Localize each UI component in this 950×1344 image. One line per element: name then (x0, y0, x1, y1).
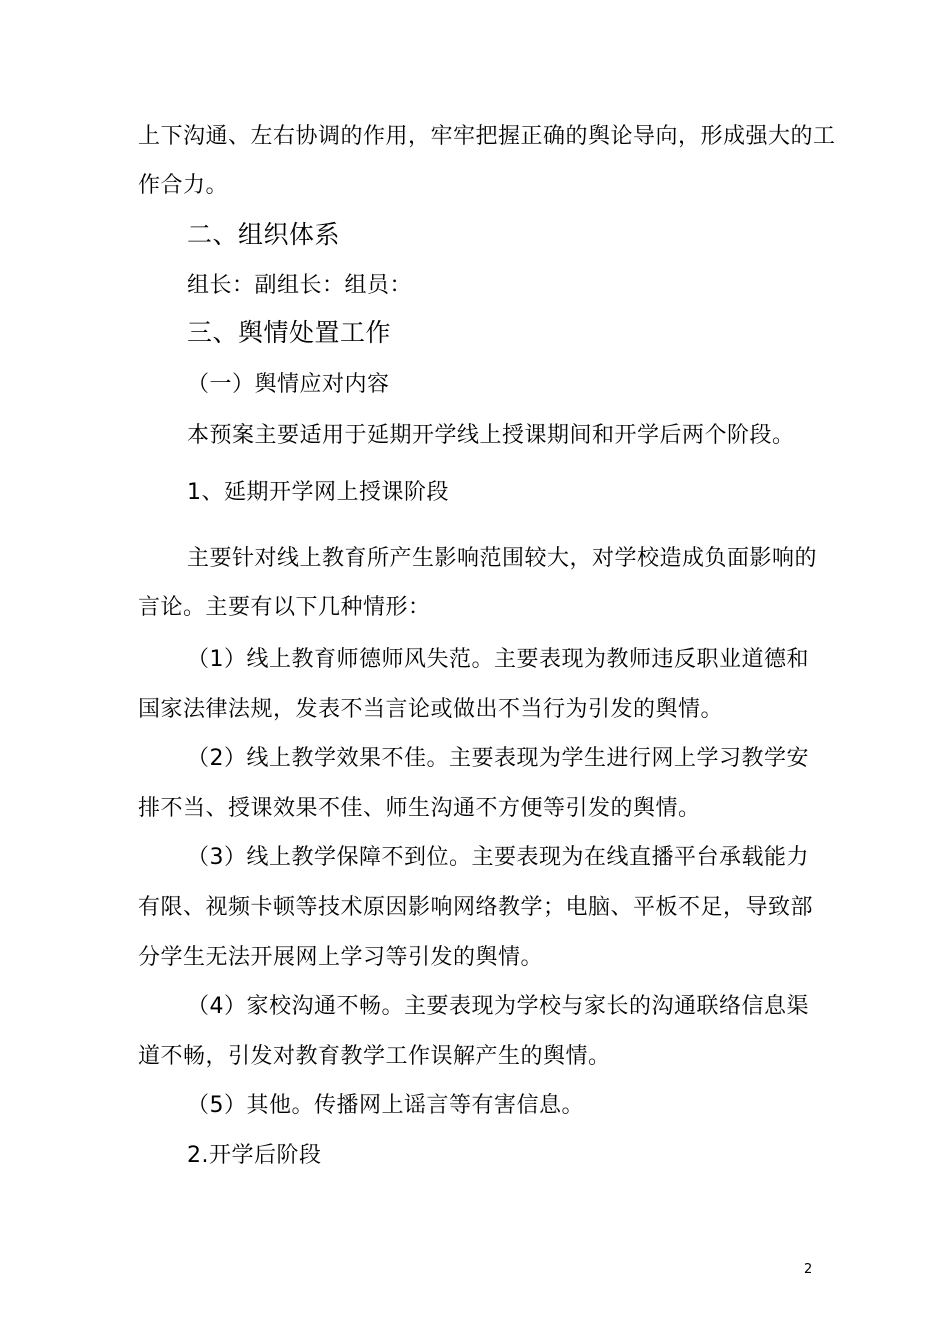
paragraph-line: 主要针对线上教育所产生影响范围较大，对学校造成负面影响的 (187, 546, 818, 571)
paragraph-line: 有限、视频卡顿等技术原因影响网络教学；电脑、平板不足，导致部 (138, 895, 814, 920)
paragraph-line: 分学生无法开展网上学习等引发的舆情。 (138, 945, 544, 970)
paragraph-line: 上下沟通、左右协调的作用，牢牢把握正确的舆论导向，形成强大的工 (138, 124, 836, 149)
paragraph-line: 国家法律法规，发表不当言论或做出不当行为引发的舆情。 (138, 697, 724, 722)
paragraph-line: 组长：副组长：组员： (187, 273, 413, 298)
paragraph-line: （5）其他。传播网上谣言等有害信息。 (187, 1093, 584, 1118)
paragraph-line: 本预案主要适用于延期开学线上授课期间和开学后两个阶段。 (187, 423, 795, 448)
section-heading: 二、组织体系 (187, 220, 341, 249)
paragraph-line: 排不当、授课效果不佳、师生沟通不方便等引发的舆情。 (138, 796, 701, 821)
subsection-heading: 1、延期开学网上授课阶段 (187, 480, 449, 505)
page-number: 2 (804, 1262, 813, 1277)
paragraph-line: 道不畅，引发对教育教学工作误解产生的舆情。 (138, 1044, 611, 1069)
paragraph-line: （2）线上教学效果不佳。主要表现为学生进行网上学习教学安 (187, 746, 809, 771)
section-heading: 三、舆情处置工作 (187, 318, 392, 347)
paragraph-line: 作合力。 (138, 173, 229, 198)
subsection-heading: （一）舆情应对内容 (187, 372, 390, 397)
paragraph-line: （1）线上教育师德师风失范。主要表现为教师违反职业道德和 (187, 647, 809, 672)
paragraph-line: （3）线上教学保障不到位。主要表现为在线直播平台承载能力 (187, 845, 809, 870)
paragraph-line: 言论。主要有以下几种情形： (138, 595, 431, 620)
paragraph-line: （4）家校沟通不畅。主要表现为学校与家长的沟通联络信息渠 (187, 994, 809, 1019)
subsection-heading: 2.开学后阶段 (187, 1143, 322, 1168)
